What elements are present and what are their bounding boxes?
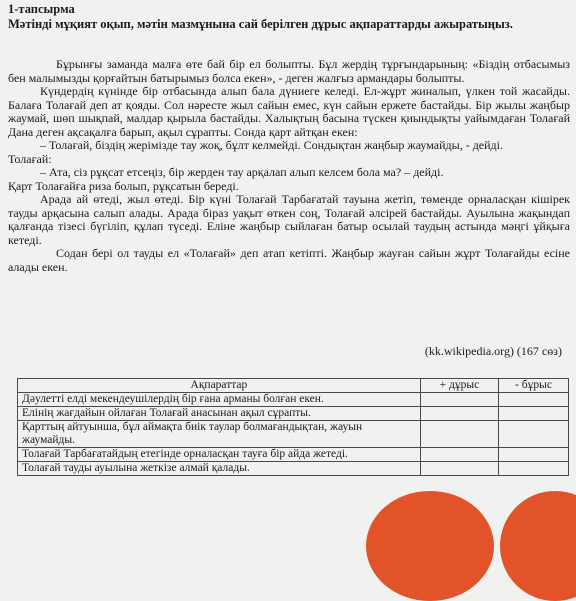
paragraph-8: Содан бері ол тауды ел «Толағай» деп атап кетіпті. Жаңбыр жауған сайын жұрт Толағайды есіне алады екен. — [8, 246, 570, 274]
source-citation: (kk.wikipedia.org) (167 сөз) — [424, 344, 562, 358]
true-cell-5[interactable] — [420, 462, 498, 476]
paragraph-4: Толағай: — [8, 151, 52, 166]
header-statements: Ақпараттар — [18, 379, 421, 393]
table-row — [18, 448, 569, 462]
statement-1: Дәулетті елді мекендеушілердің бір ғана арманы болған екен. — [18, 393, 421, 407]
paragraph-7: Арада ай өтеді, жыл өтеді. Бір күні Толағай Тарбағатай тауына жетіп, төменде орналасқан кішірек тауды арқасына салып алады. Арада біраз уақыт өткен соң, Толағай әлсірей бастайды. Ауылына жақындап қалғанда тізесі бүгіліп, құлап түседі. Еліне жаңбыр сыйлаған батыр осылай таудың астында мәңгі ұйқыға кетеді. — [8, 192, 570, 247]
table-row — [18, 393, 569, 407]
statement-2: Елінің жағдайын ойлаған Толағай анасынан ақыл сұрапты. — [18, 407, 421, 421]
true-cell-2[interactable] — [420, 407, 498, 421]
true-cell-3[interactable] — [420, 421, 498, 448]
paragraph-1: Бұрынғы заманда малға өте бай бір ел болыпты. Бұл жердің тұрғындарының: «Біздің отбасымыз бен малымызды қорғайтын батырымыз болса екен», - деген жалғыз армандары болыпты. — [8, 57, 570, 85]
orange-decoration-left — [366, 491, 494, 601]
paragraph-5: – Ата, сіз рұқсат етсеңіз, бір жерден тау арқалап алып келсем бола ма? – дейді. — [40, 165, 444, 179]
task-number: 1-тапсырма — [8, 2, 75, 16]
reading-text — [8, 58, 570, 274]
answer-table — [17, 378, 569, 476]
statement-3: Қарттың айтуынша, бұл аймақта биік таулар болмағандықтан, жауын жаумайды. — [18, 421, 421, 448]
paragraph-6: Қарт Толағайға риза болып, рұқсатын береді. — [8, 178, 239, 193]
true-cell-4[interactable] — [420, 448, 498, 462]
paragraph-3: – Толағай, біздің жерімізде тау жоқ, бұлт келмейді. Сондықтан жаңбыр жаумайды, - дейді. — [40, 138, 503, 152]
false-cell-1[interactable] — [498, 393, 568, 407]
false-cell-4[interactable] — [498, 448, 568, 462]
table-row — [18, 421, 569, 448]
orange-decoration-right — [500, 491, 576, 601]
header-false: - бұрыс — [498, 379, 568, 393]
false-cell-3[interactable] — [498, 421, 568, 448]
statement-5: Толағай тауды ауылына жеткізе алмай қалады. — [18, 462, 421, 476]
false-cell-5[interactable] — [498, 462, 568, 476]
statement-4: Толағай Тарбағатайдың етегінде орналасқан тауға бір айда жетеді. — [18, 448, 421, 462]
table-row — [18, 407, 569, 421]
table-header-row — [18, 379, 569, 393]
true-cell-1[interactable] — [420, 393, 498, 407]
paragraph-2: Күндердің күнінде бір отбасында алып бала дүниеге келеді. Ел-жұрт жиналып, үлкен той жасайды. Балаға Толағай деп ат қояды. Сол нәресте жыл сайын емес, күн сайын ержете бастайды. Бір жылы жаңбыр жаумай, шөп шықпай, малдар қырыла бастайды. Халықтың басына түскен қиындықты уайымдаған Толағай Дана деген ақсақалға барып, ақыл сұрапты. Сонда қарт айтқан екен: — [8, 84, 570, 139]
task-instruction: Мәтінді мұқият оқып, мәтін мазмұнына сай берілген дұрыс ақпараттарды ажыратыңыз. — [8, 17, 513, 31]
table-row — [18, 462, 569, 476]
header-true: + дұрыс — [420, 379, 498, 393]
false-cell-2[interactable] — [498, 407, 568, 421]
